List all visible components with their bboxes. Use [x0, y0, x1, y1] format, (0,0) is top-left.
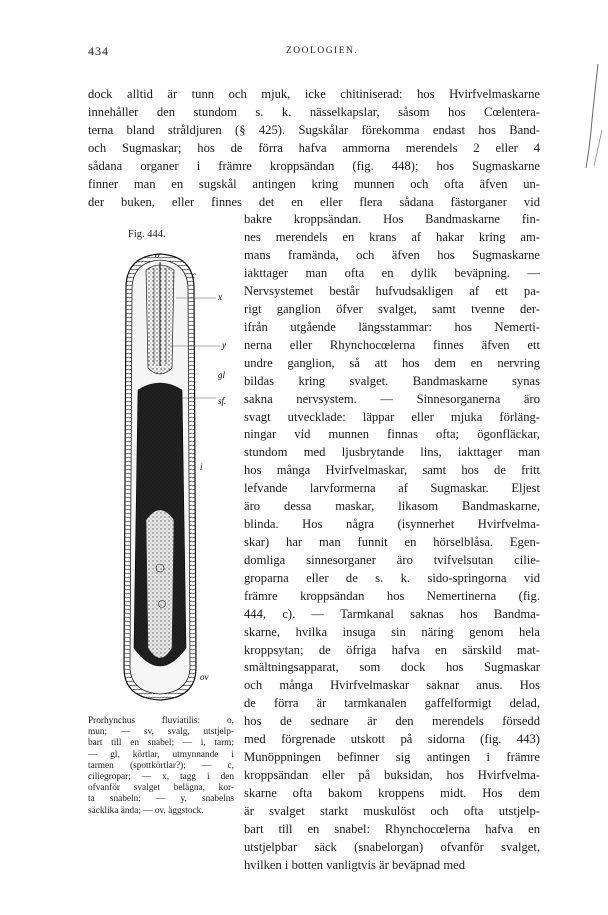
caption-line: mun; — sv, svalg, utstjelp-	[88, 727, 234, 738]
text-line: hos de sednare är den merendels försedd	[244, 714, 540, 729]
text-line: med förgrenade utskott på sidorna (fig. 443)	[244, 732, 540, 747]
figure-label: Fig. 444.	[128, 229, 166, 240]
text-line: främre kroppsändan hos Nemertinerna (fig.	[244, 588, 540, 603]
caption-line: tarmen (spottkörtlar?); — c,	[88, 760, 234, 771]
text-line: ningar vid munnen finnas ofta; ögonfläckar,	[244, 427, 540, 442]
text-line: 444, c). — Tarmkanal saknas hos Bandma-	[244, 606, 540, 621]
figure-444-illustration	[108, 248, 238, 708]
text-line: skarne ofta bakom kroppens midt. Hos dem	[244, 785, 540, 800]
caption-line: Prorhynchus fluviatilis: o,	[88, 716, 234, 726]
text-line: hos många Hvirfvelmaskar, samt hos de fritt	[244, 463, 540, 478]
text-line: iakttager man ofta en dylik beväpning. —	[244, 266, 540, 281]
running-header	[0, 44, 608, 60]
text-line: bildas kring svalget. Bandmaskarne synas	[244, 373, 540, 388]
text-line: undre ganglion, så att hos dem en nervring	[244, 355, 540, 370]
text-line: Nervsystemet består hufvudsakligen af ett pa-	[244, 284, 540, 299]
figure-letter-i: i	[200, 462, 203, 472]
text-line: der buken, eller finnes det en eller flera sådana fästorganer vid	[88, 194, 540, 209]
text-line: kroppsytan; de öfriga hafva en särskild mat-	[244, 642, 540, 657]
text-line: kroppsändan eller på buksidan, hos Hvirfvelma-	[244, 767, 540, 782]
text-line: bakre kroppsändan. Hos Bandmaskarne fin-	[244, 212, 540, 227]
text-line: äro dessa maskar, likasom Bandmaskarne,	[244, 499, 540, 514]
text-line: de förra är tarmkanalen gaffelformigt delad,	[244, 696, 540, 711]
text-line: ifrån utgående längsstammar: hos Nemerti-	[244, 319, 540, 334]
text-line: finner man en sugskål antingen kring munnen och ofta äfven un-	[88, 176, 540, 191]
text-line: terna bland stråldjuren (§ 425). Sugskålar förekomma endast hos Band-	[88, 122, 540, 137]
text-line: bart till en snabel: Rhynchocœlerna hafva en	[244, 821, 540, 836]
text-line: innehåller den stundom s. k. nässelkapslar, såsom hos Cœlentera-	[88, 104, 540, 119]
figure-letter-x: x	[218, 292, 222, 302]
text-line: rigt ganglion öfver svalget, samt tvenne der-	[244, 302, 540, 317]
text-line: och Sugmaskar; hos de förra hafva ammorna merendels 2 eller 4	[88, 140, 540, 155]
caption-line: — gl, körtlar, utmynnande i	[88, 749, 234, 760]
text-line: stundom med ljusbrytande lins, iakttager man	[244, 445, 540, 460]
text-line: blinda. Hos några (isynnerhet Hvirfvelma-	[244, 517, 540, 532]
figure-letter-c: c	[192, 270, 196, 280]
text-line: smältningsapparat, som dock hos Sugmaskar	[244, 660, 540, 675]
text-line: skarne, hvilka insuga sin näring genom hela	[244, 624, 540, 639]
text-line: utstjelpbar säck (snabelorgan) ofvanför svalget,	[244, 839, 540, 854]
text-line: nes merendels en krans af hakar kring am-	[244, 230, 540, 245]
text-line: är svalget starkt muskulöst och ofta utstjelp-	[244, 803, 540, 818]
caption-line: säcklika ända; — ov, äggstock.	[88, 805, 204, 816]
text-line: mans framända, och äfven hos Sugmaskarne	[244, 248, 540, 263]
figure-letter-y: y	[222, 340, 226, 350]
figure-letter-sf: sf.	[218, 396, 227, 406]
figure-letter-ov: ov	[200, 672, 209, 682]
figure-letter-o: o	[155, 250, 160, 260]
text-line: dock alltid är tunn och mjuk, icke chitiniserad: hos Hvirfvelmaskarne	[88, 87, 540, 101]
figure-letter-gl: gl	[218, 370, 226, 380]
running-head: ZOOLOGIEN.	[286, 46, 359, 56]
caption-line: ta snabeln; — y, snabelns	[88, 794, 234, 805]
text-line: skar) har man funnit en hörselblåsa. Egen-	[244, 535, 540, 549]
text-line: hvilken i botten vanligtvis är beväpnad med	[244, 857, 466, 872]
text-line: lefvande larvformerna af Sugmaskar. Eljest	[244, 481, 540, 496]
text-line: svagt utvecklade: läppar eller mjuka förläng-	[244, 409, 540, 424]
page-number: 434	[88, 44, 109, 58]
text-line: domliga sinnesorganer äro tvifvelsutan cilie-	[244, 552, 540, 567]
caption-line: ofvanför svalget belägna, kor-	[88, 783, 234, 794]
text-line: sakna nervsystem. — Sinnesorganerna äro	[244, 391, 540, 406]
text-line: Munöppningen befinner sig antingen i främre	[244, 750, 540, 765]
caption-line: ciliegropar; — x, tagg i den	[88, 772, 234, 782]
text-line: groparna eller de s. k. sido-springorna vid	[244, 570, 540, 585]
margin-pencil-marks	[572, 60, 608, 170]
text-line: och många Hvirfvelmaskar saknar anus. Hos	[244, 678, 540, 693]
text-line: sådana organer i främre kroppsändan (fig. 448); hos Sugmaskarne	[88, 158, 540, 173]
text-line: nerna eller Rhynchocœlerna finnes äfven ett	[244, 337, 540, 352]
caption-line: bart till en snabel; — i, tarm;	[88, 738, 234, 749]
